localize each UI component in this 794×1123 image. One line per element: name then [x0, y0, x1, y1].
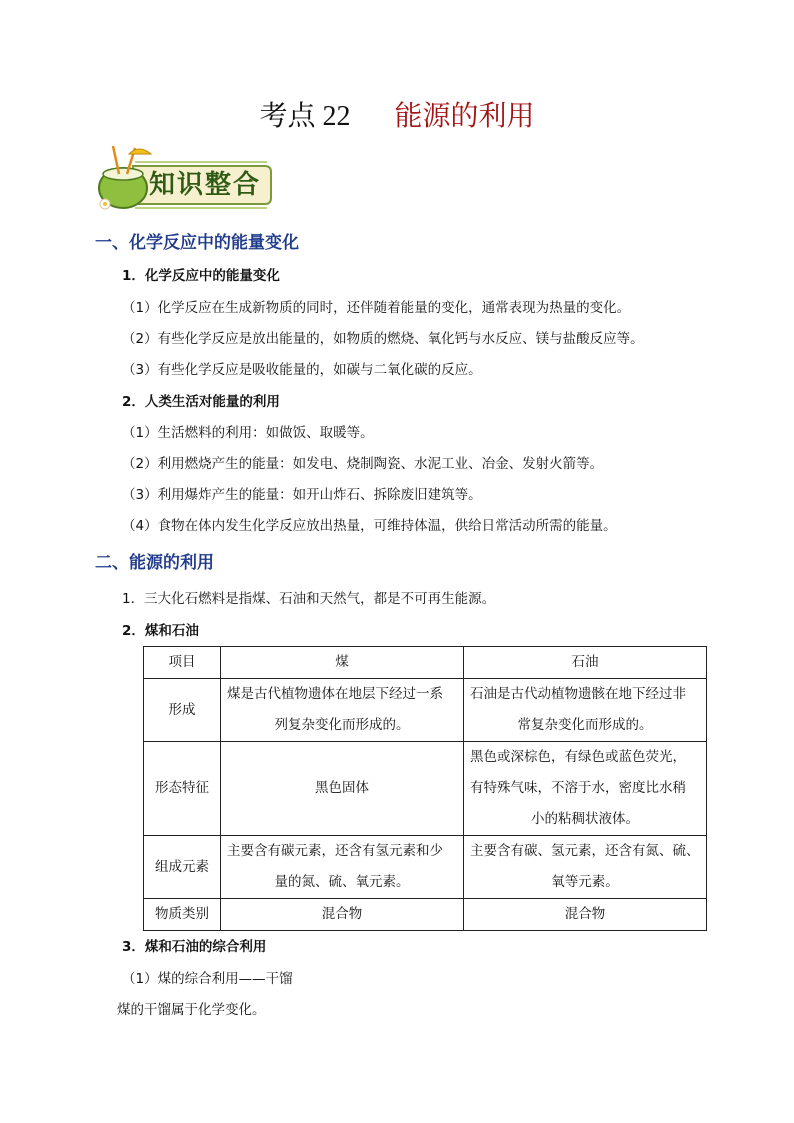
table-header-oil: 石油: [464, 647, 707, 679]
table-row: [144, 679, 707, 742]
section1-sub2-item-2: （2）利用燃烧产生的能量：如发电、烧制陶瓷、水泥工业、冶金、发射火箭等。: [122, 456, 604, 472]
cell-line: 小的粘稠状液体。: [531, 811, 639, 827]
cell-oil-appearance: [464, 742, 707, 836]
section2-sub2-heading: 2．煤和石油: [122, 623, 199, 639]
title-main: 能源的利用: [394, 99, 535, 132]
row-label-formation: 形成: [144, 679, 221, 742]
knowledge-badge: [95, 144, 275, 216]
table-header-coal: 煤: [221, 647, 464, 679]
cell-line: 煤是古代植物遗体在地层下经过一系: [227, 686, 443, 702]
section2-sub3-heading: 3．煤和石油的综合利用: [122, 939, 267, 955]
section1-sub2-heading: 2．人类生活对能量的利用: [122, 394, 280, 410]
cell-line: 列复杂变化而形成的。: [274, 717, 410, 733]
section1-sub2-item-3: （3）利用爆炸产生的能量：如开山炸石、拆除废旧建筑等。: [122, 487, 482, 503]
cell-coal-formation: [221, 679, 464, 742]
cell-coal-elements: [221, 836, 464, 899]
table-row: [144, 742, 707, 836]
cell-oil-elements: [464, 836, 707, 899]
cell-oil-category: 混合物: [464, 899, 707, 931]
badge-label: 知识整合: [149, 170, 262, 200]
title-prefix: 考点 22: [259, 101, 351, 132]
cell-line: 主要含有碳、氢元素，还含有氮、硫、: [470, 843, 700, 859]
section1-heading: 一、化学反应中的能量变化: [95, 233, 299, 253]
cell-line: 主要含有碳元素，还含有氢元素和少: [227, 843, 443, 859]
row-label-appearance: 形态特征: [144, 742, 221, 836]
section2-heading: 二、能源的利用: [95, 553, 214, 573]
section1-sub2-item-4: （4）食物在体内发生化学反应放出热量，可维持体温，供给日常活动所需的能量。: [122, 518, 617, 534]
section1-sub1-item-1: （1）化学反应在生成新物质的同时，还伴随着能量的变化，通常表现为热量的变化。: [122, 300, 631, 316]
section1-sub2-item-1: （1）生活燃料的利用：如做饭、取暖等。: [122, 425, 374, 441]
cell-line: 氧等元素。: [551, 874, 619, 890]
cell-line: 常复杂变化而形成的。: [517, 717, 653, 733]
cell-line: 黑色或深棕色，有绿色或蓝色荧光，: [470, 749, 686, 765]
table-header-row: [144, 647, 707, 679]
table-row: [144, 899, 707, 931]
page-title: [0, 96, 794, 137]
table-row: [144, 836, 707, 899]
cell-coal-appearance: 黑色固体: [221, 742, 464, 836]
coal-oil-table: [143, 646, 707, 931]
cell-line: 有特殊气味，不溶于水，密度比水稍: [470, 780, 686, 796]
section2-sub3-text: 煤的干馏属于化学变化。: [117, 1002, 266, 1018]
table-header-item: 项目: [144, 647, 221, 679]
cell-coal-category: 混合物: [221, 899, 464, 931]
section2-item-1: 1．三大化石燃料是指煤、石油和天然气，都是不可再生能源。: [122, 591, 496, 607]
section2-sub3-item-1: （1）煤的综合利用——干馏: [122, 971, 293, 987]
cell-line: 石油是古代动植物遗骸在地下经过非: [470, 686, 686, 702]
section1-sub1-item-2: （2）有些化学反应是放出能量的，如物质的燃烧、氧化钙与水反应、镁与盐酸反应等。: [122, 331, 644, 347]
row-label-category: 物质类别: [144, 899, 221, 931]
section1-sub1-heading: 1．化学反应中的能量变化: [122, 268, 280, 284]
cell-oil-formation: [464, 679, 707, 742]
cell-line: 量的氮、硫、氧元素。: [274, 874, 410, 890]
row-label-elements: 组成元素: [144, 836, 221, 899]
section1-sub1-item-3: （3）有些化学反应是吸收能量的，如碳与二氧化碳的反应。: [122, 362, 482, 378]
